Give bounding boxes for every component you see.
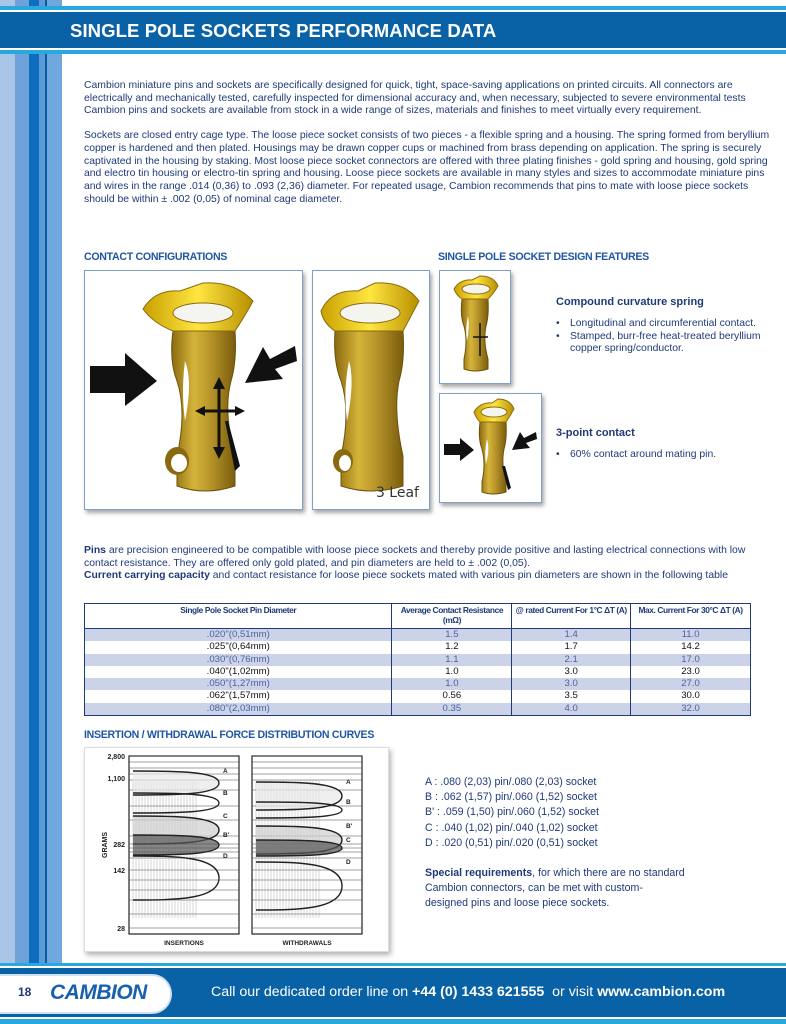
table-row	[85, 666, 751, 678]
table-cell: 1.2	[392, 641, 512, 653]
distribution-curve	[256, 840, 342, 856]
table-row	[85, 629, 751, 642]
table-cell: 30.0	[631, 690, 751, 702]
table-row	[85, 690, 751, 702]
feature-bullet: • Stamped, burr-free heat-treated beryllium copper spring/conductor.	[556, 331, 781, 356]
table-cell: 1.0	[392, 666, 512, 678]
table-cell: 0.56	[392, 690, 512, 702]
distribution-curve	[133, 771, 219, 795]
footer-phone[interactable]: +44 (0) 1433 621555	[412, 984, 545, 1000]
force-arrow-icon	[512, 432, 537, 450]
y-tick-label: 2,800	[107, 754, 125, 761]
table-cell: .020"(0,51mm)	[85, 629, 392, 642]
curve-label: B'	[346, 823, 353, 830]
feature-heading: 3-point contact	[556, 427, 635, 439]
curve-label: B	[223, 790, 228, 797]
y-axis-label: GRAMS	[102, 831, 109, 858]
curve-legend	[425, 775, 599, 851]
feature-compound-spring	[556, 296, 781, 356]
table-cell: 1.7	[512, 641, 631, 653]
table-cell: 3.0	[512, 666, 631, 678]
special-text: , for which there are no standard Cambion connectors, can be met with custom-designed pins and loose piece sockets.	[425, 867, 685, 909]
legend-item: D : .020 (0,51) pin/.020 (0,51) socket	[425, 836, 598, 849]
table-row	[85, 641, 751, 653]
special-requirements	[425, 866, 685, 911]
footer-website[interactable]: www.cambion.com	[597, 984, 726, 1000]
header-band	[0, 6, 786, 48]
y-tick-label: 142	[113, 868, 125, 875]
feature-bullet: • 60% contact around mating pin.	[556, 449, 781, 462]
legend-item: A : .080 (2,03) pin/.080 (2,03) socket	[425, 776, 597, 788]
y-tick-label: 28	[117, 926, 125, 933]
curve-label: C	[346, 837, 351, 844]
curve-label: C	[223, 813, 228, 820]
table-cell: .040"(1,02mm)	[85, 666, 392, 678]
force-curves-svg	[85, 748, 388, 951]
performance-table	[84, 603, 751, 716]
page-title: SINGLE POLE SOCKETS PERFORMANCE DATA	[70, 20, 497, 41]
curve-label: D	[223, 853, 228, 860]
force-distribution-chart	[84, 747, 389, 952]
footer	[0, 963, 786, 1024]
curve-label: A	[346, 779, 351, 786]
pins-description	[84, 545, 774, 583]
column-header: @ rated Current For 1°C ΔT (A)	[512, 604, 631, 629]
panel-label: WITHDRAWALS	[282, 940, 332, 947]
table-cell: 3.5	[512, 690, 631, 702]
table-cell: 32.0	[631, 703, 751, 716]
table-cell: .030"(0,76mm)	[85, 654, 392, 666]
table-cell: 0.35	[392, 703, 512, 716]
force-arrow-icon	[90, 353, 157, 406]
socket-illustration	[440, 394, 540, 501]
footer-prefix: Call our dedicated order line on	[211, 984, 413, 1000]
panel-label: INSERTIONS	[164, 940, 204, 947]
feature-bullet: • Longitudinal and circumferential contact.	[556, 318, 781, 331]
table-cell: 23.0	[631, 666, 751, 678]
socket-illustration	[313, 271, 428, 508]
table-row	[85, 678, 751, 690]
table-cell: 1.1	[392, 654, 512, 666]
table-cell: 1.4	[512, 629, 631, 642]
intro-paragraph-2: Sockets are closed entry cage type. The loose piece socket consists of two pieces - a flexible spring and a housing. The spring formed from beryllium copper is hardened and then plated. Housings may be drawn copper cups or machined from brass depending on application. The spring is securely captivated in the housing by staking. Most loose piece socket connectors are offered with three plating finishes - gold spring and housing, gold spring and electro tin housing or electro-tin spring and housing. Loose piece sockets are available in many styles and sizes to accommodate miniature pins and wires in the range .014 (0,36) to .093 (2,36) diameter. For repeated usage, Cambion recommends that pins to mate with loose piece sockets should be within ± .002 (0,05) of nominal cage diameter.	[84, 130, 770, 205]
table-row	[85, 703, 751, 716]
column-header: Single Pole Socket Pin Diameter	[85, 604, 392, 629]
table-cell: 4.0	[512, 703, 631, 716]
force-arrow-icon	[444, 438, 474, 461]
curve-label: A	[223, 768, 228, 775]
table-cell: .050"(1,27mm)	[85, 678, 392, 690]
y-tick-label: 282	[113, 842, 125, 849]
feature-image-3-point-contact	[439, 393, 542, 503]
socket-illustration	[440, 271, 509, 382]
current-text: and contact resistance for loose piece sockets mated with various pin diameters are shown in the following table	[209, 570, 728, 581]
current-bold: Current carrying capacity	[84, 570, 210, 581]
table-cell: 11.0	[631, 629, 751, 642]
table-cell: 27.0	[631, 678, 751, 690]
intro-section	[84, 80, 780, 206]
table-cell: 2.1	[512, 654, 631, 666]
socket-image-3-leaf	[312, 270, 430, 510]
distribution-curve	[256, 782, 342, 810]
logo-pill	[0, 974, 172, 1014]
contact-configurations-title: CONTACT CONFIGURATIONS	[84, 251, 228, 263]
feature-image-compound-spring	[439, 270, 511, 384]
legend-item: B' : .059 (1,50) pin/.060 (1,52) socket	[425, 806, 599, 819]
cambion-logo: CAMBION	[50, 981, 147, 1004]
table-cell: .080"(2,03mm)	[85, 703, 392, 716]
curve-label: D	[346, 859, 351, 866]
table-cell: 1.0	[392, 678, 512, 690]
table-cell: 17.0	[631, 654, 751, 666]
decorative-stripes	[0, 0, 62, 1024]
curve-label: B'	[223, 832, 230, 839]
y-tick-label: 1,100	[107, 776, 125, 783]
table-cell: 14.2	[631, 641, 751, 653]
special-bold: Special requirements	[425, 867, 533, 879]
legend-item: C : .040 (1,02) pin/.040 (1,02) socket	[425, 821, 598, 834]
intro-paragraph-1: Cambion miniature pins and sockets are specifically designed for quick, tight, space-saving applications on printed circuits. All connectors are electrically and mechanically tested, carefully inspected for dimensional accuracy and, when necessary, subjected to severe environmental tests Cambion pins and sockets are available from stock in a wide range of sizes, materials and finishes to meet virtually every requirement.	[84, 80, 746, 117]
socket-illustration	[85, 271, 301, 508]
curves-title: INSERTION / WITHDRAWAL FORCE DISTRIBUTION CURVES	[84, 729, 375, 741]
footer-contact	[211, 984, 725, 1000]
column-header: Average Contact Resistance (mΩ)	[392, 604, 512, 629]
image-caption: 3 Leaf	[375, 485, 419, 501]
force-arrow-icon	[245, 346, 297, 383]
pins-bold: Pins	[84, 545, 106, 556]
socket-image-contact-forces	[84, 270, 303, 510]
design-features-title: SINGLE POLE SOCKET DESIGN FEATURES	[438, 251, 649, 263]
page-number: 18	[18, 985, 32, 999]
table-cell: 3.0	[512, 678, 631, 690]
feature-heading: Compound curvature spring	[556, 296, 704, 308]
curve-label: B	[346, 799, 351, 806]
feature-3-point-contact	[556, 427, 781, 462]
pins-text: are precision engineered to be compatible with loose piece sockets and thereby provide positive and lasting electrical connections with low contact resistance. They are offered only gold plated, and pin diameters are held to ± .002 (0,05).	[84, 545, 746, 569]
column-header: Max. Current For 30°C ΔT (A)	[631, 604, 751, 629]
legend-item: B : .062 (1,57) pin/.060 (1,52) socket	[425, 791, 597, 804]
table-cell: .062"(1,57mm)	[85, 690, 392, 702]
table-cell: .025"(0,64mm)	[85, 641, 392, 653]
table-row	[85, 654, 751, 666]
table-cell: 1.5	[392, 629, 512, 642]
footer-middle: or visit	[544, 984, 598, 1000]
distribution-curve	[133, 835, 219, 855]
